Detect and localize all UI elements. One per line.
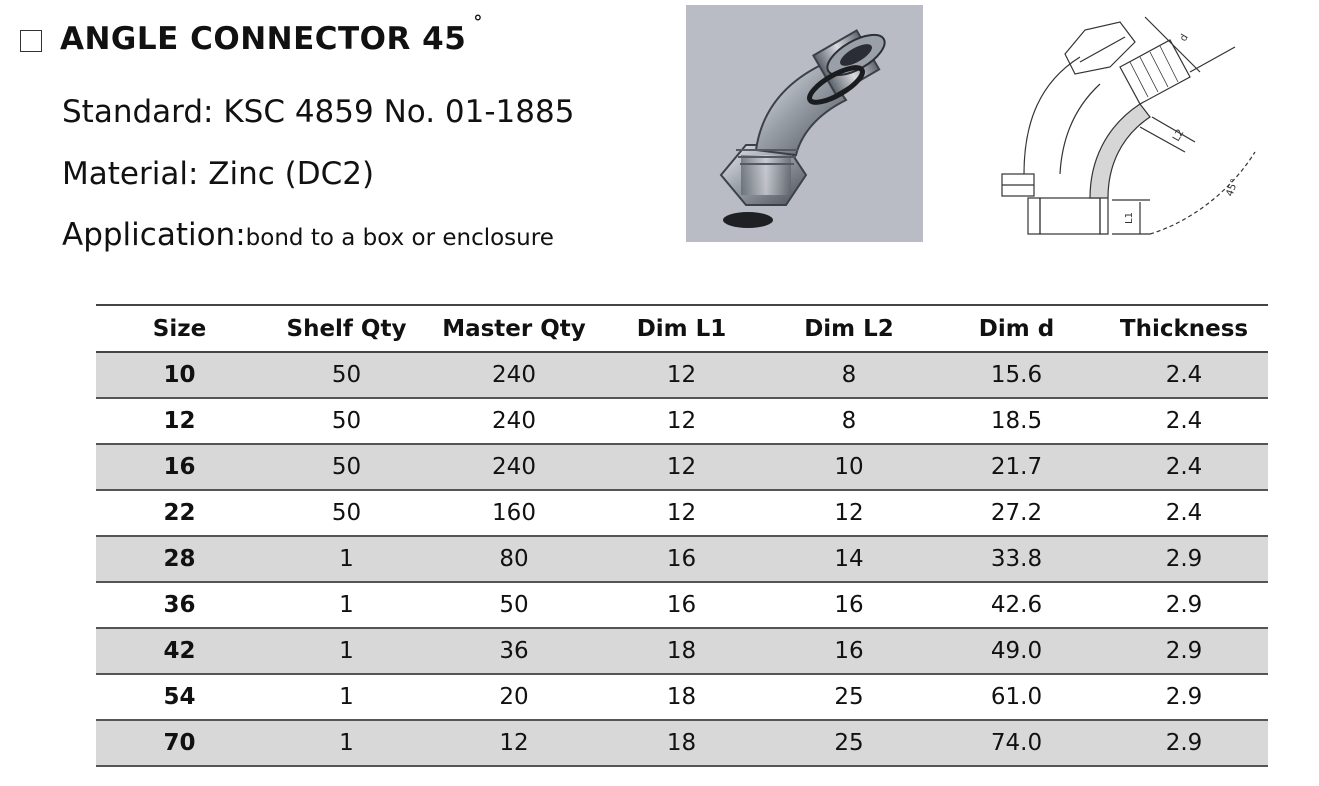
table-cell: 18.5	[933, 398, 1100, 444]
table-cell: 12	[430, 720, 598, 766]
table-cell: 16	[765, 582, 933, 628]
table-cell: 2.9	[1100, 674, 1268, 720]
table-cell: 50	[263, 490, 430, 536]
table-cell: 2.4	[1100, 444, 1268, 490]
application-text	[62, 217, 554, 253]
column-header: Master Qty	[430, 305, 598, 352]
table-row	[96, 444, 1268, 490]
table-cell: 1	[263, 536, 430, 582]
l2-label: L2	[1171, 127, 1187, 144]
column-header: Thickness	[1100, 305, 1268, 352]
table-header-row	[96, 305, 1268, 352]
table-cell: 16	[765, 628, 933, 674]
table-cell: 70	[96, 720, 263, 766]
table-cell: 22	[96, 490, 263, 536]
material-text: Material: Zinc (DC2)	[62, 156, 375, 192]
degree-mark: ˚	[472, 14, 484, 40]
table-cell: 18	[598, 628, 765, 674]
table-cell: 49.0	[933, 628, 1100, 674]
table-row	[96, 490, 1268, 536]
l1-label: L1	[1124, 212, 1135, 224]
table-cell: 2.4	[1100, 352, 1268, 398]
table-cell: 1	[263, 674, 430, 720]
table-cell: 21.7	[933, 444, 1100, 490]
table-cell: 25	[765, 674, 933, 720]
table-cell: 20	[430, 674, 598, 720]
table-cell: 12	[598, 490, 765, 536]
table-cell: 42.6	[933, 582, 1100, 628]
table-cell: 33.8	[933, 536, 1100, 582]
table-cell: 15.6	[933, 352, 1100, 398]
table-cell: 28	[96, 536, 263, 582]
table-row	[96, 582, 1268, 628]
table-row	[96, 536, 1268, 582]
table-cell: 54	[96, 674, 263, 720]
table-cell: 50	[430, 582, 598, 628]
page-title: ANGLE CONNECTOR 45	[60, 21, 467, 57]
table-cell: 240	[430, 444, 598, 490]
table-cell: 14	[765, 536, 933, 582]
table-row	[96, 628, 1268, 674]
table-cell: 12	[598, 398, 765, 444]
product-photo	[686, 5, 923, 242]
table-cell: 1	[263, 720, 430, 766]
standard-text: Standard: KSC 4859 No. 01-1885	[62, 94, 575, 130]
table-cell: 2.9	[1100, 720, 1268, 766]
table-cell: 16	[598, 536, 765, 582]
table-cell: 2.4	[1100, 490, 1268, 536]
table-cell: 1	[263, 628, 430, 674]
table-cell: 2.9	[1100, 628, 1268, 674]
table-cell: 50	[263, 444, 430, 490]
table-cell: 240	[430, 352, 598, 398]
table-cell: 1	[263, 582, 430, 628]
table-cell: 160	[430, 490, 598, 536]
table-cell: 8	[765, 398, 933, 444]
column-header: Dim d	[933, 305, 1100, 352]
table-cell: 74.0	[933, 720, 1100, 766]
table-cell: 27.2	[933, 490, 1100, 536]
column-header: Size	[96, 305, 263, 352]
connector-drawing-icon	[1000, 12, 1280, 242]
table-cell: 80	[430, 536, 598, 582]
table-cell: 10	[96, 352, 263, 398]
table-cell: 2.9	[1100, 582, 1268, 628]
table-row	[96, 398, 1268, 444]
table-cell: 2.4	[1100, 398, 1268, 444]
angle-label: 45°	[1224, 177, 1241, 199]
connector-photo-icon	[686, 5, 923, 242]
table-row	[96, 352, 1268, 398]
technical-drawing	[1000, 12, 1280, 242]
table-cell: 50	[263, 398, 430, 444]
table-row	[96, 674, 1268, 720]
title-row	[20, 14, 483, 64]
column-header: Dim L1	[598, 305, 765, 352]
table-cell: 10	[765, 444, 933, 490]
column-header: Shelf Qty	[263, 305, 430, 352]
table-row	[96, 720, 1268, 766]
table-cell: 12	[598, 352, 765, 398]
table-cell: 42	[96, 628, 263, 674]
table-cell: 36	[430, 628, 598, 674]
table-cell: 18	[598, 674, 765, 720]
table-cell: 12	[96, 398, 263, 444]
table-cell: 16	[96, 444, 263, 490]
spec-table	[96, 304, 1268, 767]
table-cell: 8	[765, 352, 933, 398]
table-cell: 16	[598, 582, 765, 628]
table-cell: 25	[765, 720, 933, 766]
table-cell: 18	[598, 720, 765, 766]
table-cell: 2.9	[1100, 536, 1268, 582]
table-cell: 61.0	[933, 674, 1100, 720]
table-cell: 36	[96, 582, 263, 628]
table-cell: 12	[765, 490, 933, 536]
column-header: Dim L2	[765, 305, 933, 352]
table-cell: 12	[598, 444, 765, 490]
d-label: d	[1178, 32, 1191, 44]
table-cell: 240	[430, 398, 598, 444]
application-value: bond to a box or enclosure	[245, 225, 554, 251]
application-label: Application:	[62, 217, 246, 253]
checkbox-icon	[20, 30, 42, 52]
table-cell: 50	[263, 352, 430, 398]
